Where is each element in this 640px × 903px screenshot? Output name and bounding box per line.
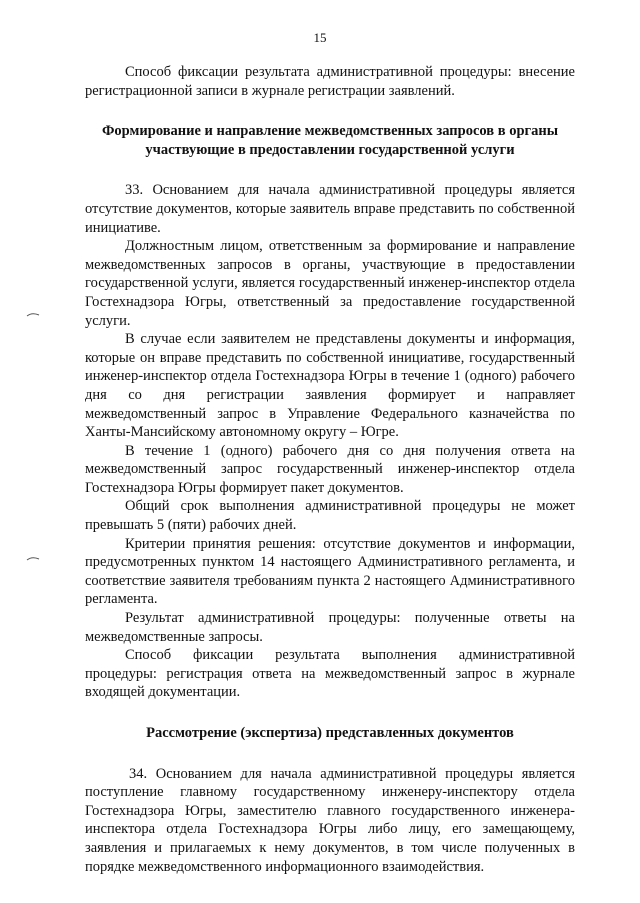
margin-scan-mark (26, 556, 40, 562)
paragraph-procedure-result: Результат административной процедуры: полученные ответы на межведомственные запросы. (85, 610, 575, 645)
paragraph-if-documents-missing: В случае если заявителем не представлены документы и информация, которые он вправе представить по собственной инициативе, государственный инженер-инспектор отдела Гостехнадзора Югры в течение 1 (одного) рабочего дня со дня регистрации заявления формирует и направляет межведомственный запрос в Управление Федерального казначейства по Ханты-Мансийскому автономному округу – Югре. (85, 331, 575, 441)
paragraph-total-term: Общий срок выполнения административной процедуры не может превышать 5 (пяти) рабочих дней. (85, 498, 575, 534)
paragraph-fixation-registration: Способ фиксации результата административной процедуры: внесение регистрационной записи в журнале регистрации заявлений. (85, 64, 575, 99)
paragraph-responsible-official: Должностным лицом, ответственным за формирование и направление межведомственных запросов в органы, участвующие в предоставлении государственной услуги, является государственный инженер-инспектор отдела Гостехнадзора Югры, ответственный за предоставление государственной услуги. (85, 238, 575, 329)
paragraph-33: 33. Основанием для начала административной процедуры является отсутствие документов, которые заявитель вправе представить по собственной инициативе. (85, 182, 575, 236)
document-body (85, 63, 575, 876)
paragraph-34: 34. Основанием для начала административной процедуры является поступление главному государственному инженеру-инспектору отдела Гостехнадзора Югры, заместителю главного государственного инженера-инспектора отдела Гостехнадзора Югры либо лицу, его замещающему, заявления и прилагаемых к нему документов, в том числе полученных в порядке межведомственного информационного взаимодействия. (85, 765, 575, 875)
section-heading-interagency-requests: Формирование и направление межведомственных запросов в органы участвующие в предоставлении государственной услуги (101, 123, 559, 158)
paragraph-fixation-response: Способ фиксации результата выполнения административной процедуры: регистрация ответа на межведомственный запрос в журнале входящей документации. (85, 647, 575, 701)
paragraph-decision-criteria: Критерии принятия решения: отсутствие документов и информации, предусмотренных пунктом 14 настоящего Административного регламента, и соответствие заявителя требованиям пункта 2 настоящего Административного регламента. (85, 535, 575, 608)
paragraph-within-one-day: В течение 1 (одного) рабочего дня со дня получения ответа на межведомственный запрос государственный инженер-инспектор отдела Гостехнадзора Югры формирует пакет документов. (85, 442, 575, 496)
section-heading-document-review: Рассмотрение (экспертиза) представленных документов (146, 725, 514, 741)
margin-scan-mark (26, 312, 40, 318)
page-number: 15 (313, 30, 327, 45)
